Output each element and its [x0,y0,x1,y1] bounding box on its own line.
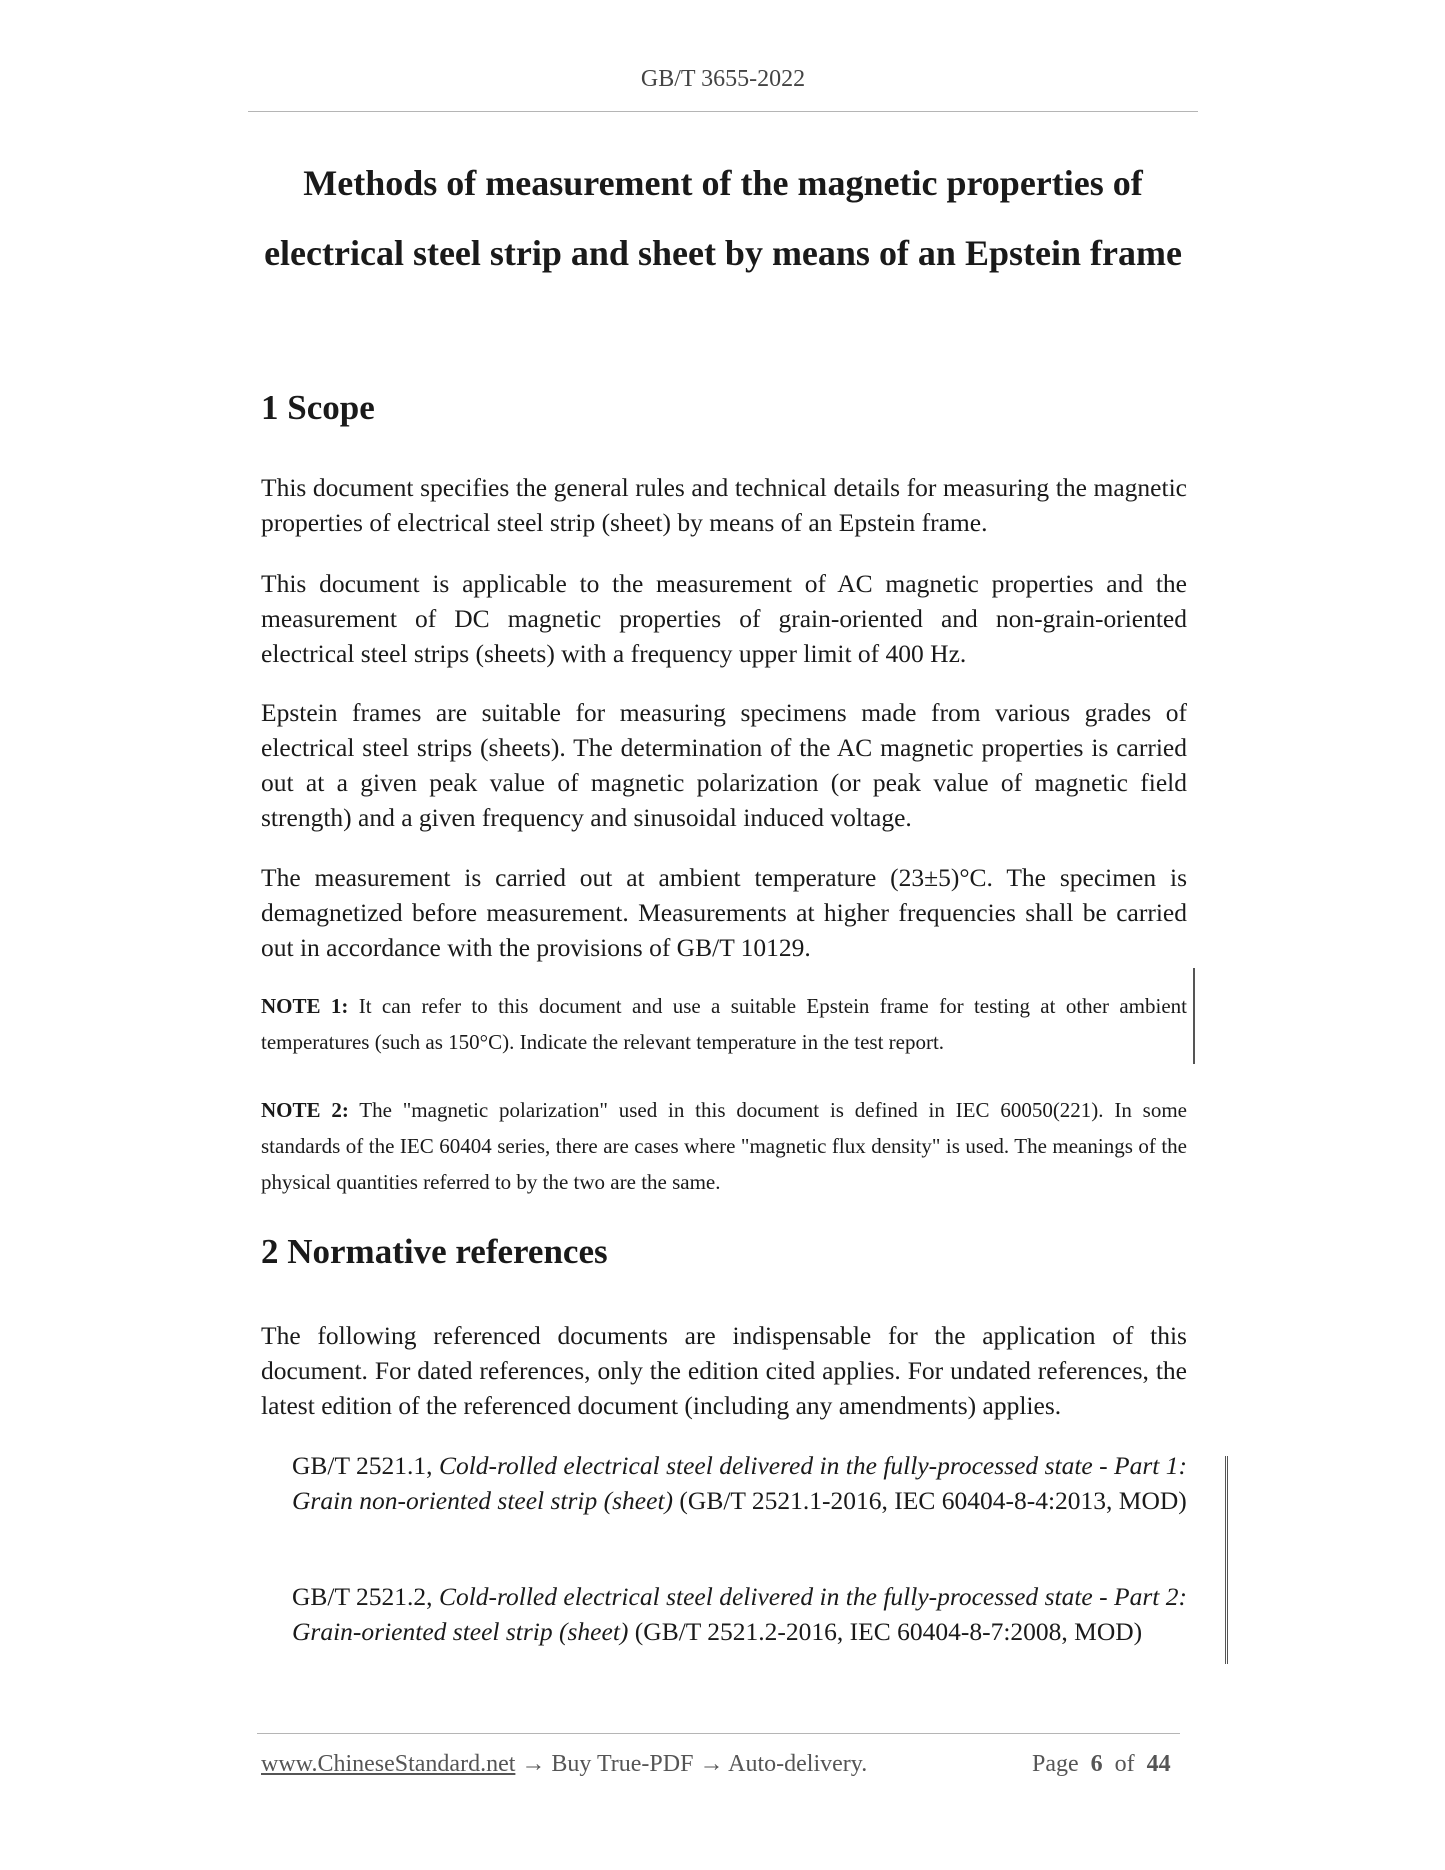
reference-title: Cold-rolled electrical steel delivered in the fully-processed state - Part 2: Grain-oriented steel strip (sheet) [292,1582,1188,1646]
scope-paragraph-4: The measurement is carried out at ambient temperature (23±5)°C. The specimen is demagnetized before measurement. Measurements at higher frequencies shall be carried out in accordance with the provisions of GB/T 10129. [261,863,1187,962]
reference-item [292,1579,1187,1649]
note-1-text: It can refer to this document and use a suitable Epstein frame for testing at other ambient temperatures (such as 150°C). Indicate the relevant temperature in the test report. [261,994,1187,1054]
note-2-label: NOTE 2: [261,1098,349,1122]
page-indicator [1032,1751,1171,1778]
change-bar [1225,1456,1234,1664]
scope-paragraph-2: This document is applicable to the measurement of AC magnetic properties and the measurement of DC magnetic properties of grain-oriented and non-grain-oriented electrical steel strips (sheets) with a frequency upper limit of 400 Hz. [261,569,1187,668]
header-divider [248,111,1198,112]
arrow-icon: → [515,1751,552,1777]
arrow-icon: → [693,1751,729,1777]
section-heading-normative-references: 2 Normative references [261,1232,608,1271]
change-bar [1193,968,1195,1064]
reference-item [292,1448,1187,1518]
footer-delivery-text: Auto-delivery. [728,1751,868,1777]
page-number: 6 [1090,1751,1103,1777]
note-2 [261,1092,1187,1200]
header-doc-id: GB/T 3655-2022 [640,66,806,92]
footer-divider [257,1733,1180,1734]
reference-code: GB/T 2521.1, [292,1451,439,1480]
section-heading-scope: 1 Scope [261,388,375,427]
scope-paragraph-1: This document specifies the general rules and technical details for measuring the magnetic properties of electrical steel strip (sheet) by means of an Epstein frame. [261,473,1187,537]
reference-suffix: (GB/T 2521.1-2016, IEC 60404-8-4:2013, MOD) [673,1486,1187,1515]
title-line-2: electrical steel strip and sheet by means of an Epstein frame [264,233,1182,273]
reference-title: Cold-rolled electrical steel delivered in the fully-processed state - Part 1: Grain non-oriented steel strip (sheet) [292,1451,1188,1515]
scope-paragraph-3: Epstein frames are suitable for measuring specimens made from various grades of electrical steel strips (sheets). The determination of the AC magnetic properties is carried out at a given peak value of magnetic polarization (or peak value of magnetic field strength) and a given frequency and sinusoidal induced voltage. [261,698,1187,832]
note-2-text: The "magnetic polarization" used in this document is defined in IEC 60050(221). In some standards of the IEC 60404 series, there are cases where "magnetic flux density" is used. The meanings of the physical quantities referred to by the two are the same. [261,1098,1187,1194]
references-intro: The following referenced documents are indispensable for the application of this document. For dated references, only the edition cited applies. For undated references, the latest edition of the referenced document (including any amendments) applies. [261,1321,1187,1420]
footer-links [261,1751,867,1778]
note-1 [261,988,1187,1060]
reference-suffix: (GB/T 2521.2-2016, IEC 60404-8-7:2008, MOD) [628,1617,1143,1646]
footer-site-link[interactable]: www.ChineseStandard.net [261,1751,516,1777]
document-title [248,148,1198,288]
of-label: of [1114,1751,1135,1777]
page-label: Page [1032,1751,1079,1777]
title-line-1: Methods of measurement of the magnetic properties of [303,163,1143,203]
footer-buy-text: Buy True-PDF [551,1751,694,1777]
note-1-label: NOTE 1: [261,994,349,1018]
page-total: 44 [1146,1751,1171,1777]
reference-code: GB/T 2521.2, [292,1582,439,1611]
